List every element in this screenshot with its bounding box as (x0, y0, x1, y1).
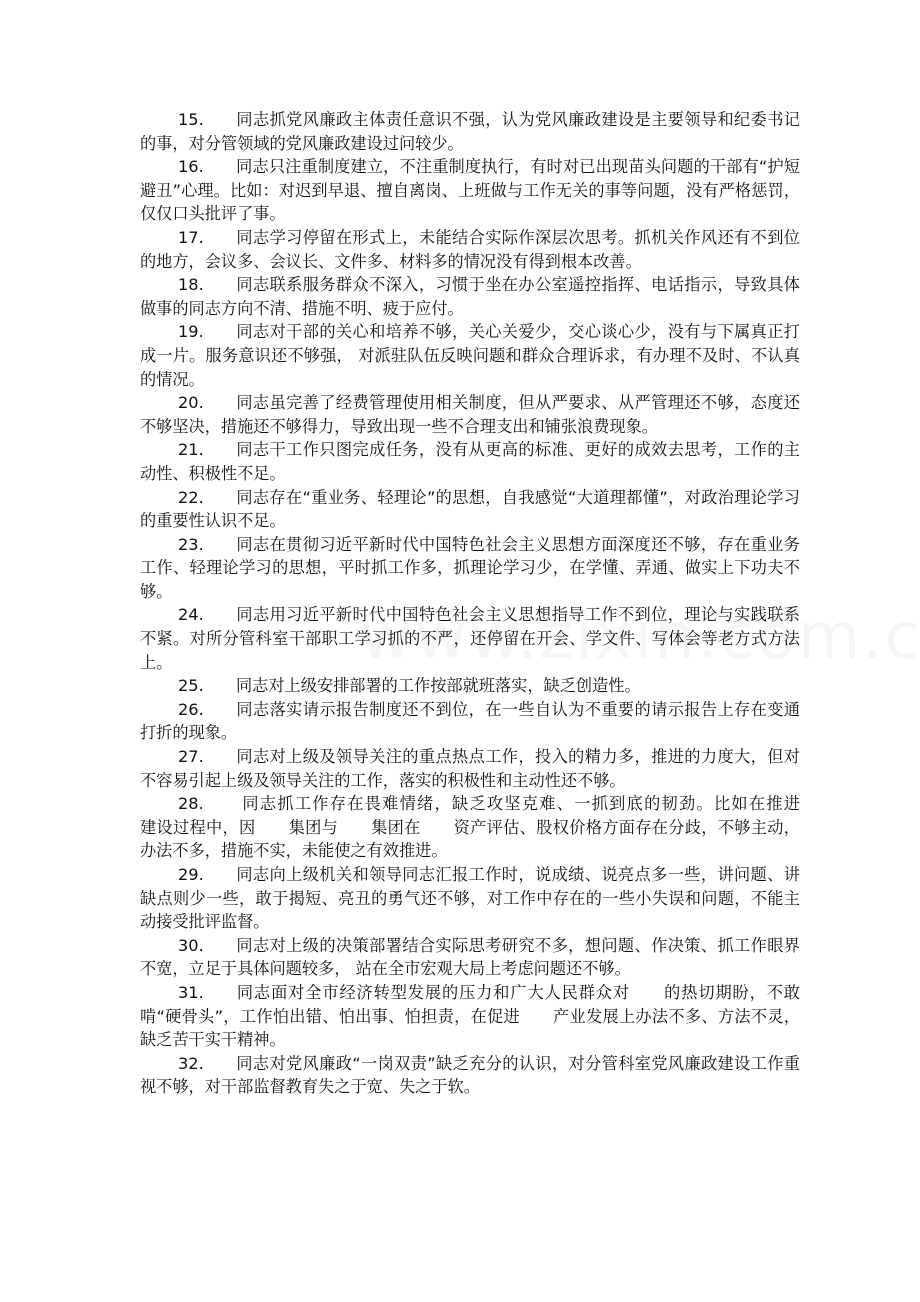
list-item (140, 108, 800, 155)
list-item (140, 981, 800, 1052)
list-item (140, 934, 800, 981)
item-text: 同志对党风廉政“一岗双责”缺乏充分的认识，对分管科室党风廉政建设工作重视不够，对干部监督教育失之于宽、失之于软。 (140, 1053, 800, 1097)
list-item (140, 273, 800, 320)
item-number: 28. (178, 794, 204, 814)
list-item (140, 391, 800, 438)
item-text: 同志用习近平新时代中国特色社会主义思想指导工作不到位，理论与实践联系不紧。对所分管科室干部职工学习抓的不严，还停留在开会、学文件、写体会等老方式方法上。 (140, 605, 800, 672)
item-number: 25. (178, 676, 204, 696)
item-text: 同志对上级及领导关注的重点热点工作，投入的精力多，推进的力度大，但对不容易引起上级及领导关注的工作，落实的积极性和主动性还不够。 (140, 747, 800, 790)
item-number: 24. (178, 605, 204, 625)
document-body (140, 108, 833, 1099)
item-text: 同志在贯彻习近平新时代中国特色社会主义思想方面深度还不够，存在重业务工作、轻理论学习的思想，平时抓工作多，抓理论学习少，在学懂、弄通、做实上下功夫不够。 (140, 534, 800, 601)
item-text: 同志干工作只图完成任务，没有从更高的标准、更好的成效去思考，工作的主动性、积极性不足。 (140, 440, 800, 483)
item-number: 26. (178, 699, 204, 719)
item-text: 同志只注重制度建立，不注重制度执行，有时对已出现苗头问题的干部有“护短避丑”心理。比如：对迟到早退、擅自离岗、上班做与工作无关的事等问题，没有严格惩罚，仅仅口头批评了事。 (140, 157, 800, 224)
item-text: 同志抓党风廉政主体责任意识不强，认为党风廉政建设是主要领导和纪委书记的事，对分管领域的党风廉政建设过问较少。 (140, 110, 800, 153)
list-item (140, 226, 800, 273)
list-item (140, 320, 800, 391)
list-item (140, 533, 800, 604)
item-number: 18. (178, 275, 204, 295)
list-item (140, 674, 800, 698)
item-text: 同志抓工作存在畏难情绪，缺乏攻坚克难、一抓到底的韧劲。比如在推进 建设过程中，因 集团与 集团在 资产评估、股权价格方面存在分歧，不够主动，办法不多，措施不实，未能使之有效推进。 (140, 794, 833, 861)
item-number: 15. (178, 110, 204, 129)
item-number: 23. (178, 534, 204, 554)
item-text: 同志对上级安排部署的工作按部就班落实，缺乏创造性。 (236, 676, 641, 696)
item-text: 同志对上级的决策部署结合实际思考研究不多，想问题、作决策、抓工作眼界不宽，立足于具体问题较多， 站在全市宏观大局上考虑问题还不够。 (140, 935, 800, 979)
list-item (140, 745, 800, 792)
item-number: 27. (178, 747, 204, 767)
list-item (140, 863, 800, 934)
item-text: 同志虽完善了经费管理使用相关制度，但从严要求、从严管理还不够，态度还不够坚决，措施还不够得力，导致出现一些不合理支出和铺张浪费现象。 (140, 393, 800, 436)
item-number: 32. (178, 1053, 204, 1073)
item-number: 16. (178, 157, 204, 177)
item-number: 29. (178, 865, 204, 884)
item-text: 同志向上级机关和领导同志汇报工作时，说成绩、说亮点多一些，讲问题、讲缺点则少一些，敢于揭短、亮丑的勇气还不够，对工作中存在的一些小失误和问题，不能主动接受批评监督。 (140, 865, 800, 932)
item-number: 19. (178, 322, 204, 342)
item-number: 31. (178, 982, 204, 1002)
item-number: 30. (178, 935, 204, 955)
list-item (140, 1052, 800, 1099)
item-number: 17. (178, 227, 204, 247)
item-text: 同志学习停留在形式上，未能结合实际作深层次思考。抓机关作风还有不到位的地方，会议多、会议长、文件多、材料多的情况没有得到根本改善。 (140, 227, 800, 271)
list-item (140, 155, 800, 226)
list-item (140, 486, 800, 533)
item-number: 20. (178, 393, 204, 413)
list-item (140, 603, 800, 674)
item-text: 同志对干部的关心和培养不够，关心关爱少，交心谈心少，没有与下属真正打成一片。服务意识还不够强， 对派驻队伍反映问题和群众合理诉求，有办理不及时、不认真的情况。 (140, 322, 800, 389)
item-text: 同志联系服务群众不深入，习惯于坐在办公室遥控指挥、电话指示，导致具体做事的同志方向不清、措施不明、疲于应付。 (140, 275, 800, 318)
list-item (140, 698, 800, 745)
item-number: 21. (178, 440, 204, 460)
item-text: 同志存在“重业务、轻理论”的思想，自我感觉“大道理都懂”，对政治理论学习的重要性认识不足。 (140, 487, 800, 531)
item-text: 同志落实请示报告制度还不到位，在一些自认为不重要的请示报告上存在变通打折的现象。 (140, 699, 800, 743)
item-text: 同志面对全市经济转型发展的压力和广大人民群众对 的热切期盼，不敢啃“硬骨头”，工作怕出错、怕出事、怕担责，在促进 产业发展上办法不多、方法不灵，缺乏苦干实干精神。 (140, 982, 800, 1050)
list-item (140, 438, 800, 485)
list-item (140, 792, 833, 863)
item-number: 22. (178, 487, 204, 507)
